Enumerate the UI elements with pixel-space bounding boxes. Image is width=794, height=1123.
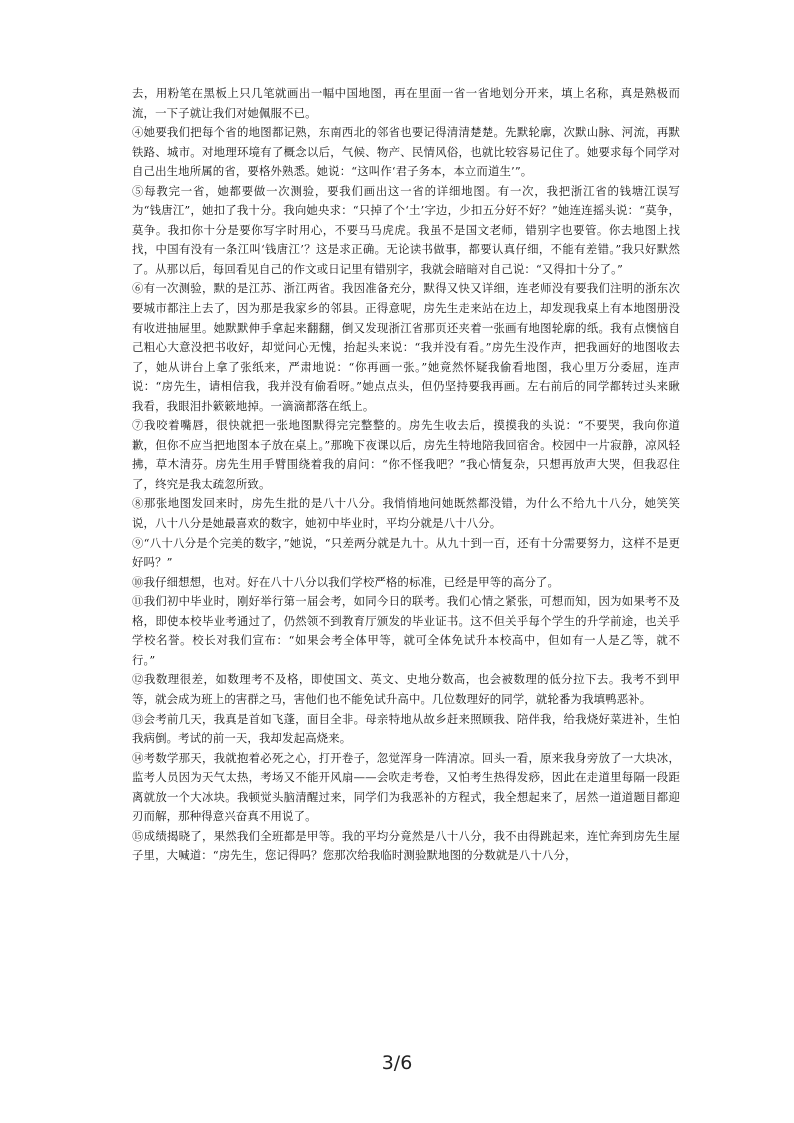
paragraph-7: ⑦我咬着嘴唇，很快就把一张地图默得完完整整的。房先生收去后，摸摸我的头说：“不要哭，我向你道歉，但你不应当把地图本子放在桌上。”那晚下夜课以后，房先生特地陪我回宿舍。校园中一片寂静，凉风轻拂，草木清芬。房先生用手臂围绕着我的肩问：“你不怪我吧？”我心情复杂，只想再放声大哭，但我忍住了，终究是我太疏忽所致。 <box>132 418 680 491</box>
page-number: 3/6 <box>381 1052 413 1074</box>
paragraph-11: ⑪我们初中毕业时，刚好举行第一届会考，如同今日的联考。我们心情之紧张，可想而知，因为如果考不及格，即使本校毕业考通过了，仍然领不到教育厅颁发的毕业证书。这不但关乎每个学生的升学前途，也关乎学校名誉。校长对我们宣布：“如果会考全体甲等，就可全体免试升本校高中，但如有一人是乙等，就不行。” <box>132 594 680 667</box>
paragraph-13: ⑬会考前几天，我真是首如飞蓬，面目全非。母亲特地从故乡赶来照顾我、陪伴我，给我烧好菜进补，生怕我病倒。考试的前一天，我却发起高烧来。 <box>132 711 680 746</box>
paragraph-6: ⑥有一次测验，默的是江苏、浙江两省。我因准备充分，默得又快又详细，连老师没有要我们注明的浙东次要城市都注上去了，因为那是我家乡的邻县。正得意呢，房先生走来站在边上，却发现我桌上有本地图册没有收进抽屉里。她默默伸手拿起来翻翻，倒又发现浙江省那页还夹着一张画有地图轮廓的纸。我有点懊恼自己粗心大意没把书收好，却觉问心无愧，抬起头来说：“我并没有看。”房先生没作声，把我画好的地图收去了，她从讲台上拿了张纸来，严肃地说：“你再画一张。”她竟然怀疑我偷看地图，我心里万分委屈，连声说：“房先生，请相信我，我并没有偷看呀。”她点点头，但仍坚持要我再画。左右前后的同学都转过头来瞅我看，我眼泪扑簌簌地掉。一滴滴都落在纸上。 <box>132 281 680 413</box>
paragraph-continuation: 去，用粉笔在黑板上只几笔就画出一幅中国地图，再在里面一省一省地划分开来，填上名称，真是熟极而流，一下子就让我们对她佩服不已。 <box>132 86 680 120</box>
paragraph-8: ⑧那张地图发回来时，房先生批的是八十八分。我悄悄地问她既然都没错，为什么不给九十八分，她笑笑说，八十八分是她最喜欢的数字，她初中毕业时，平均分就是八十八分。 <box>132 496 680 531</box>
paragraph-9: ⑨“八十八分是个完美的数字，”她说，“只差两分就是九十。从九十到一百，还有十分需要努力，这样不是更好吗？” <box>132 535 680 570</box>
paragraph-14: ⑭考数学那天，我就抱着必死之心，打开卷子，忽觉浑身一阵清凉。回头一看，原来我身旁放了一大块冰，监考人员因为天气太热，考场又不能开风扇——会吹走考卷，又怕考生热得发痧，因此在走道里每隔一段距离就放一个大冰块。我顿觉头脑清醒过来，同学们为我恶补的方程式，我全想起来了，居然一道道题目都迎刃而解，那种得意兴奋真不用说了。 <box>132 750 680 824</box>
paragraph-5: ⑤每教完一省，她都要做一次测验，要我们画出这一省的详细地图。有一次，我把浙江省的钱塘江误写为“钱唐江”，她扣了我十分。我向她央求：“只掉了个‘土’字边，少扣五分好不好？”她连连摇头说：“莫争，莫争。我扣你十分是要你写字时用心，不要马马虎虎。我虽不是国文老师，错别字也要管。你去地图上找找，中国有没有一条江叫‘钱唐江’？这是求正确。无论读书做事，都要认真仔细，不能有差错。”我只好默然了。从那以后，每回看见自己的作文或日记里有错别字，我就会暗暗对自己说：“又得扣十分了。” <box>132 183 680 276</box>
paragraph-10: ⑩我仔细想想，也对。好在八十八分以我们学校严格的标准，已经是甲等的高分了。 <box>132 574 560 589</box>
document-body <box>132 84 680 866</box>
paragraph-4: ④她要我们把每个省的地图都记熟，东南西北的邻省也要记得清清楚楚。先默轮廓，次默山脉、河流，再默铁路、城市。对地理环境有了概念以后，气候、物产、民情风俗，也就比较容易记住了。她要求每个同学对自己出生地所属的省，要格外熟悉。她说：“这叫作‘君子务本，本立而道生’”。 <box>132 125 680 179</box>
paragraph-12: ⑫我数理很差，如数理考不及格，即使国文、英文、史地分数高，也会被数理的低分拉下去。我考不到甲等，就会成为班上的害群之马，害他们也不能免试升高中。几位数理好的同学，就轮番为我填鸭恶补。 <box>132 672 680 706</box>
paragraph-15: ⑮成绩揭晓了，果然我们全班都是甲等。我的平均分竟然是八十八分，我不由得跳起来，连忙奔到房先生屋子里，大喊道：“房先生，您记得吗？您那次给我临时测验默地图的分数就是八十八分， <box>132 828 680 863</box>
